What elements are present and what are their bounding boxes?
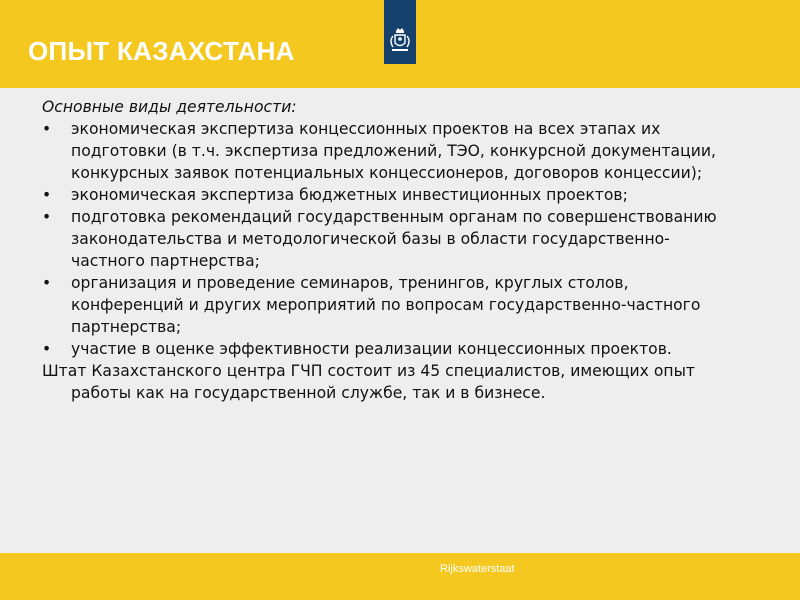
activities-list bbox=[42, 118, 732, 360]
bullet: • bbox=[42, 274, 52, 292]
list-item bbox=[42, 206, 732, 272]
bullet: • bbox=[42, 120, 52, 138]
royal-coat-of-arms-icon bbox=[388, 26, 412, 54]
bullet: • bbox=[42, 186, 52, 204]
bullet: • bbox=[42, 208, 52, 226]
list-item-text: экономическая экспертиза концессионных проектов на всех этапах их подготовки (в т.ч. экспертиза предложений, ТЭО, конкурсной документации, конкурсных заявок потенциальных концессионеров, договоров концессии); bbox=[71, 120, 716, 182]
list-item bbox=[42, 338, 732, 360]
main-content bbox=[42, 96, 732, 404]
bullet: • bbox=[42, 340, 52, 358]
list-item-text: организация и проведение семинаров, тренингов, круглых столов, конференций и других мероприятий по вопросам государственно-частного партнерства; bbox=[71, 274, 701, 336]
list-item-text: участие в оценке эффективности реализации концессионных проектов. bbox=[71, 340, 672, 358]
page-title: ОПЫТ КАЗАХСТАНА bbox=[28, 36, 295, 66]
footer-band bbox=[0, 553, 800, 600]
list-item bbox=[42, 118, 732, 184]
list-item bbox=[42, 272, 732, 338]
header-band bbox=[0, 0, 800, 88]
staff-summary: Штат Казахстанского центра ГЧП состоит из 45 специалистов, имеющих опыт работы как на государственной службе, так и в бизнесе. bbox=[42, 362, 695, 402]
list-item-text: экономическая экспертиза бюджетных инвестиционных проектов; bbox=[71, 186, 628, 204]
list-item bbox=[42, 184, 732, 206]
footer-brand: Rijkswaterstaat bbox=[440, 563, 515, 575]
logo-badge bbox=[384, 0, 416, 64]
list-item-text: подготовка рекомендаций государственным органам по совершенствованию законодательства и методологической базы в области государственно-частного партнерства; bbox=[71, 208, 717, 270]
activities-heading: Основные виды деятельности: bbox=[42, 98, 297, 116]
